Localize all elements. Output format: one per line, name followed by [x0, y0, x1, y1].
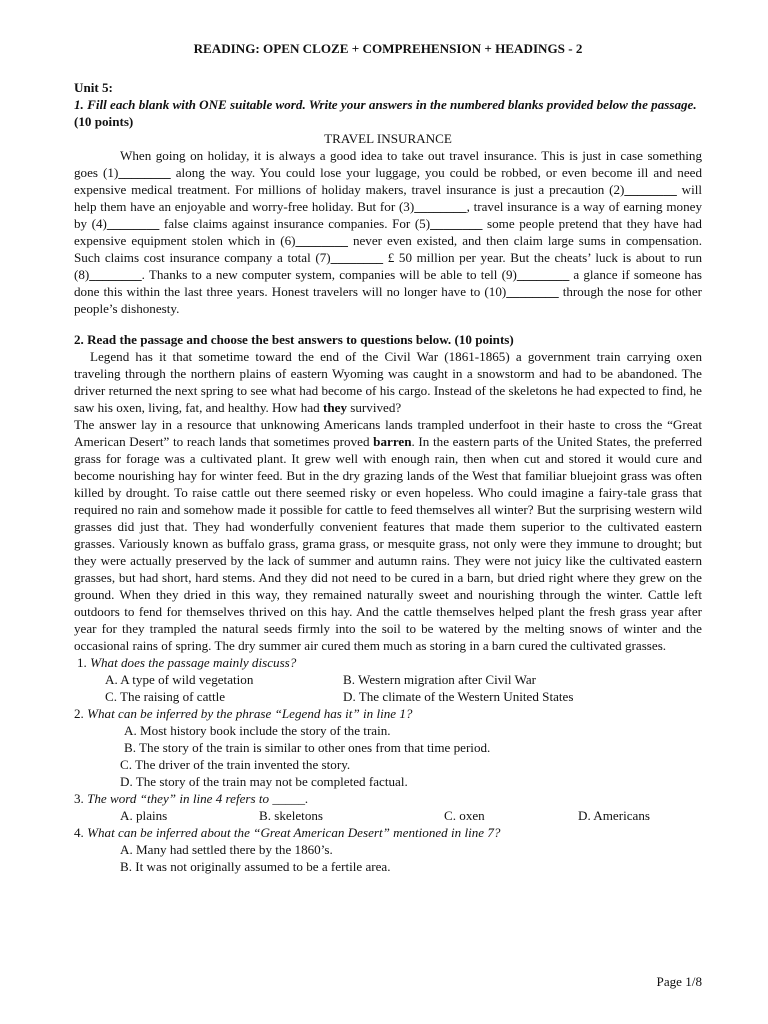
option-a: A. plains — [120, 808, 168, 823]
option-a: A. A type of wild vegetation — [105, 672, 254, 687]
bold-word-barren: barren — [373, 434, 412, 449]
option-b: B. skeletons — [259, 808, 324, 823]
question-number: 3. — [74, 791, 88, 806]
unit-label: Unit 5: — [74, 80, 113, 95]
blank-5: ________ — [430, 216, 483, 231]
paragraph-text: Legend has it that sometime toward the end of the Civil War (1861-1865) a government train carrying oxen traveling through the northern plains of eastern Wyoming was caught in a snowstorm and had to be abandoned. The driver returned the next spring to see what had become of his cargo. Instead of the skeletons he had expected to find, he saw his oxen, living, fat, and healthy. How had — [74, 349, 702, 415]
paragraph-text: survived? — [347, 400, 402, 415]
blank-2: ________ — [624, 182, 677, 197]
cloze-text: , travel insurance is a way of earning money by (4) — [74, 199, 702, 231]
section2-instruction: 2. Read the passage and choose the best answers to questions below. (10 points) — [74, 332, 514, 347]
cloze-text: along the way. You could lose your luggage, you could be robbed, or even become ill and need expensive medical treatment. For millions of holiday makers, travel insurance is just a precaution (2) — [74, 165, 702, 197]
question-text: What can be inferred about the “Great American Desert” mentioned in line 7? — [87, 825, 501, 840]
blank-3: ________ — [414, 199, 467, 214]
option-c: C. oxen — [444, 808, 485, 823]
option-a: A. Many had settled there by the 1860’s. — [120, 842, 333, 857]
cloze-text: will help them have an enjoyable and worry-free holiday. But for (3) — [74, 182, 702, 214]
question-4 — [74, 824, 702, 841]
paragraph-text: . In the eastern parts of the United States, the preferred grass for forage was a cultivated plant. It grew well with enough rain, then when cut and stored it would cure and become nourishing hay for winter feed. But in the dry grazing lands of the West that familiar bluejoint grass was often killed by drought. To raise cattle out there seemed risky or even hopeless. Who could imagine a fairy-tale grass that required no rain and somehow made it possible for cattle to feed themselves all winter? But the surprising western wild grasses did just that. They had wonderfully convenient features that made them superior to the cultivated eastern grasses. Variously known as buffalo grass, grama grass, or mesquite grass, not only were they immune to drought; but they were actually preserved by the lack of summer and autumn rains. They were not juicy like the cultivated eastern grasses, but had short, hard stems. And they did not need to be cured in a barn, but dried right where they grew on the ground. When they dried in this way, they remained naturally sweet and nourishing through the winter. Cattle left outdoors to fend for themselves thrived on this hay. And the cattle themselves helped plant the fresh grass year after year for they trampled the natural seeds firmly into the soil to be watered by the melting snows of winter and the occasional rains of spring. The dry summer air cured them much as storing in a barn cured the cultivated grasses. — [74, 434, 702, 653]
cloze-passage — [74, 147, 702, 317]
question-1 — [74, 654, 702, 671]
document-page — [74, 40, 702, 875]
page-title: READING: OPEN CLOZE + COMPREHENSION + HEADINGS - 2 — [193, 41, 583, 56]
blank-6: ________ — [295, 233, 348, 248]
option-a: A. Most history book include the story of the train. — [124, 723, 391, 738]
question-text: What does the passage mainly discuss? — [90, 655, 297, 670]
cloze-text: When going on holiday, it is always a good idea to take out travel insurance. This is just in case something goes (1) — [74, 148, 702, 180]
section1-points: (10 points) — [74, 114, 134, 129]
option-b: B. The story of the train is similar to other ones from that time period. — [124, 740, 491, 755]
option-d: D. The climate of the Western United States — [343, 689, 574, 704]
cloze-text: . Thanks to a new computer system, companies will be able to tell (9) — [141, 267, 517, 282]
question-number: 4. — [74, 825, 88, 840]
question-1-options-row-2 — [74, 688, 702, 705]
question-3 — [74, 790, 702, 807]
reading-paragraph-2 — [74, 416, 702, 654]
section1-instruction — [74, 96, 702, 130]
page-number: Page 1/8 — [656, 974, 702, 989]
passage-title: TRAVEL INSURANCE — [324, 131, 452, 146]
bold-word-they: they — [322, 400, 347, 415]
question-text: The word “they” in line 4 refers to _____. — [87, 791, 309, 806]
cloze-text: a glance if someone has done this within the last three years. Honest travelers will no longer have to (10) — [74, 267, 703, 299]
question-text: What can be inferred by the phrase “Legend has it” in line 1? — [87, 706, 413, 721]
option-d: D. Americans — [578, 808, 650, 823]
cloze-text: some people pretend that they have had expensive equipment stolen which in (6) — [74, 216, 702, 248]
blank-9: ________ — [516, 267, 570, 282]
question-1-options-row-1 — [74, 671, 702, 688]
section1-instruction-text: 1. Fill each blank with ONE suitable word. Write your answers in the numbered blanks provided below the passage. — [74, 97, 697, 112]
paragraph-text: The answer lay in a resource that unknowing Americans lands trampled underfoot in their haste to cross the “Great American Desert” to reach lands that sometimes proved — [74, 417, 702, 449]
question-2 — [74, 705, 702, 722]
option-d: D. The story of the train may not be completed factual. — [120, 774, 408, 789]
option-c: C. The driver of the train invented the story. — [120, 757, 351, 772]
cloze-text: false claims against insurance companies. For (5) — [159, 216, 431, 231]
option-c: C. The raising of cattle — [105, 689, 226, 704]
reading-paragraph-1 — [74, 348, 702, 416]
blank-10: ________ — [506, 284, 559, 299]
blank-1: ________ — [118, 165, 171, 180]
question-number: 2. — [74, 706, 88, 721]
cloze-text: through the nose for other people’s dishonesty. — [74, 284, 702, 316]
cloze-text: never even existed, and then claim large sums in compensation. Such claims cost insurance company a total (7) — [74, 233, 702, 265]
question-3-options — [74, 807, 702, 824]
option-b: B. Western migration after Civil War — [343, 672, 537, 687]
cloze-text: £ 50 million per year. But the cheats’ luck is about to run (8) — [74, 250, 702, 282]
question-number: 1. — [77, 655, 91, 670]
option-b: B. It was not originally assumed to be a fertile area. — [120, 859, 391, 874]
blank-8: ________ — [89, 267, 142, 282]
blank-7: ________ — [330, 250, 384, 265]
blank-4: ________ — [106, 216, 160, 231]
